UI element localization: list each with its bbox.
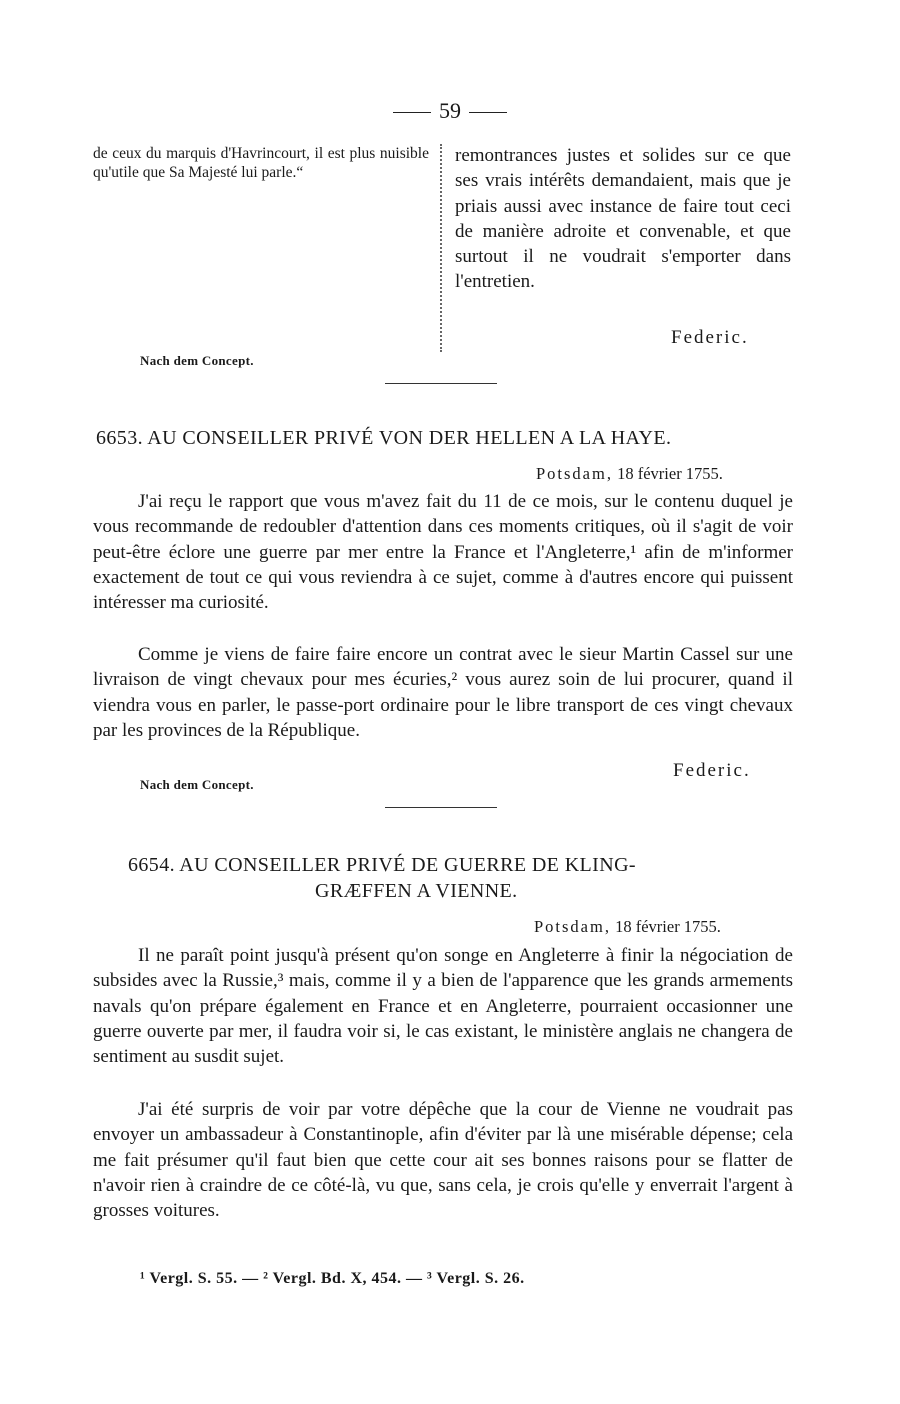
- top-source-note: Nach dem Concept.: [140, 353, 254, 368]
- page-number-line: [0, 98, 900, 124]
- letter-6654-paragraph-2: J'ai été surpris de voir par votre dépêche que la cour de Vienne ne voudrait pas envoyer un ambassadeur à Constantinople, afin d'éviter par là une misérable dépense; cela me fait présumer qu'il faut bien que cette cour ait ses bonnes raisons pour se flatter de n'avoir rien à craindre de ce côté-là, vu que, sans cela, je crois qu'elle y enverrait l'argent à grosses voitures.: [93, 1099, 793, 1222]
- letter-6654-heading-line-1: 6654. AU CONSEILLER PRIVÉ DE GUERRE DE KLING-: [128, 854, 636, 876]
- footnotes: ¹ Vergl. S. 55. — ² Vergl. Bd. X, 454. — ³ Vergl. S. 26.: [140, 1270, 525, 1287]
- section-rule-1: [385, 383, 497, 384]
- letter-6654-date: 18 février 1755.: [615, 917, 721, 936]
- letter-6654-place: Potsdam,: [534, 917, 611, 936]
- letter-6653-heading: 6653. AU CONSEILLER PRIVÉ VON DER HELLEN A LA HAYE.: [96, 427, 672, 449]
- letter-6653-paragraph-1: J'ai reçu le rapport que vous m'avez fait du 11 de ce mois, sur le contenu duquel je vous recommande de redoubler d'attention dans ces moments critiques, où il s'agit de voir peut-être éclore une guerre par mer entre la France et l'Angleterre,¹ afin de m'informer exactement de tout ce qui vous reviendra à ce sujet, comme à d'autres encore qui puissent intéresser ma curiosité.: [93, 491, 793, 614]
- letter-6653-date: 18 février 1755.: [617, 464, 723, 483]
- letter-6653-source-note: Nach dem Concept.: [140, 777, 254, 792]
- page-number: 59: [439, 98, 461, 123]
- column-divider: [440, 144, 442, 352]
- top-signature: Federic.: [671, 327, 749, 348]
- letter-6654-heading-line-2: GRÆFFEN A VIENNE.: [315, 880, 518, 902]
- letter-6653-paragraph-2: Comme je viens de faire faire encore un contrat avec le sieur Martin Cassel sur une livraison de vingt chevaux pour mes écuries,² vous aurez soin de lui procurer, quand il viendra vous en parler, le passe-port ordinaire pour le libre transport de ces vingt chevaux par les provinces de la République.: [93, 644, 793, 741]
- page-number-dash-right: [469, 112, 507, 113]
- top-left-column-text: de ceux du marquis d'Havrincourt, il est plus nuisible qu'utile que Sa Majesté lui parle.“: [93, 145, 429, 181]
- letter-6653-dateline: [536, 464, 723, 484]
- letter-6654-dateline: [534, 917, 721, 937]
- letter-6653-signature: Federic.: [673, 760, 751, 781]
- page-number-dash-left: [393, 112, 431, 113]
- section-rule-2: [385, 807, 497, 808]
- letter-6654-paragraph-1: Il ne paraît point jusqu'à présent qu'on songe en Angleterre à finir la négociation de subsides avec la Russie,³ mais, comme il y a bien de l'apparence que les grands armements navals qu'on prépare également en France et en Angleterre, pourraient occasionner une guerre ouverte par mer, il faudra voir si, le cas existant, le ministère anglais ne changera de sentiment au susdit sujet.: [93, 945, 793, 1068]
- top-right-column-text: remontrances justes et solides sur ce que ses vrais intérêts demandaient, mais que je priais aussi avec instance de faire tout ceci de manière adroite et convenable, et que surtout il ne voudrait s'emporter dans l'entretien.: [455, 145, 791, 293]
- letter-6653-place: Potsdam,: [536, 464, 613, 483]
